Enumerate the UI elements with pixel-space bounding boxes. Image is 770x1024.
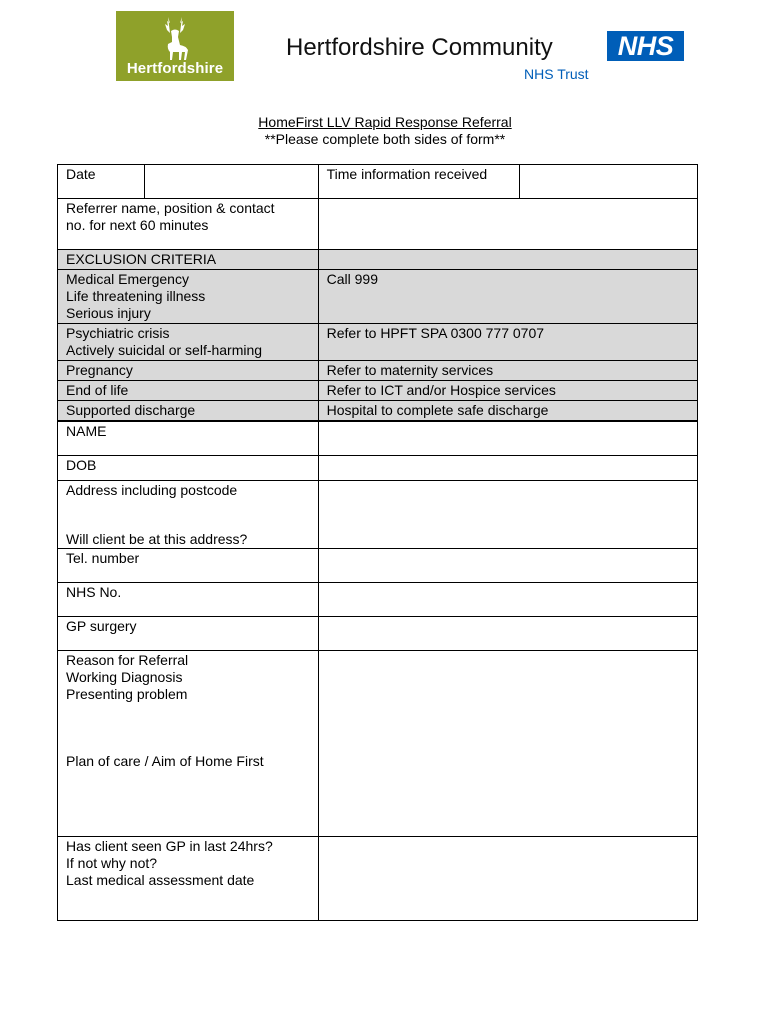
nhs-trust-label: NHS Trust xyxy=(524,66,589,82)
exclusion-pregnancy: Pregnancy xyxy=(58,361,319,381)
exclusion-criteria-header-blank xyxy=(318,250,697,270)
at-address-question: Will client be at this address? xyxy=(66,531,248,547)
dob-label: DOB xyxy=(58,456,319,481)
exclusion-psychiatric-crisis: Psychiatric crisis Actively suicidal or self-harming xyxy=(58,324,319,361)
exclusion-medical-emergency: Medical Emergency Life threatening illness Serious injury xyxy=(58,270,319,324)
gp-seen-label: Has client seen GP in last 24hrs? If not why not? Last medical assessment date xyxy=(58,837,319,921)
reason-for-referral-field[interactable] xyxy=(318,651,697,837)
exclusion-action-maternity: Refer to maternity services xyxy=(318,361,697,381)
exclusion-action-hpft: Refer to HPFT SPA 0300 777 0707 xyxy=(318,324,697,361)
reason-for-referral-label: Reason for Referral Working Diagnosis Presenting problem Plan of care / Aim of Home First xyxy=(58,651,319,837)
time-received-label: Time information received xyxy=(318,165,520,199)
exclusion-action-call-999: Call 999 xyxy=(318,270,697,324)
nhs-logo: NHS xyxy=(607,31,684,61)
hertfordshire-wordmark: Hertfordshire xyxy=(126,60,224,77)
nhs-number-field[interactable] xyxy=(318,583,697,617)
hertfordshire-logo xyxy=(116,11,234,81)
tel-label: Tel. number xyxy=(58,549,319,583)
gp-seen-field[interactable] xyxy=(318,837,697,921)
gp-surgery-field[interactable] xyxy=(318,617,697,651)
exclusion-criteria-header: EXCLUSION CRITERIA xyxy=(58,250,319,270)
exclusion-action-ict-hospice: Refer to ICT and/or Hospice services xyxy=(318,381,697,401)
date-field[interactable] xyxy=(144,165,318,199)
referrer-field[interactable] xyxy=(318,199,697,250)
exclusion-action-hospital: Hospital to complete safe discharge xyxy=(318,401,697,421)
organisation-name: Hertfordshire Community xyxy=(286,34,553,61)
tel-field[interactable] xyxy=(318,549,697,583)
form-title-instruction: **Please complete both sides of form** xyxy=(264,131,506,147)
patient-details-table xyxy=(57,421,698,921)
stag-icon xyxy=(154,15,196,61)
dob-field[interactable] xyxy=(318,456,697,481)
form-title-main: HomeFirst LLV Rapid Response Referral xyxy=(258,114,512,130)
referral-info-table xyxy=(57,164,698,421)
referrer-label: Referrer name, position & contact no. for next 60 minutes xyxy=(58,199,319,250)
gp-surgery-label: GP surgery xyxy=(58,617,319,651)
plan-of-care-label: Plan of care / Aim of Home First xyxy=(66,753,264,769)
address-field[interactable] xyxy=(318,481,697,549)
date-label: Date xyxy=(58,165,145,199)
exclusion-end-of-life: End of life xyxy=(58,381,319,401)
exclusion-supported-discharge: Supported discharge xyxy=(58,401,319,421)
form-title xyxy=(0,114,770,148)
address-label: Address including postcode Will client be at this address? xyxy=(58,481,319,549)
name-label: NAME xyxy=(58,422,319,456)
time-received-field[interactable] xyxy=(520,165,698,199)
name-field[interactable] xyxy=(318,422,697,456)
nhs-number-label: NHS No. xyxy=(58,583,319,617)
